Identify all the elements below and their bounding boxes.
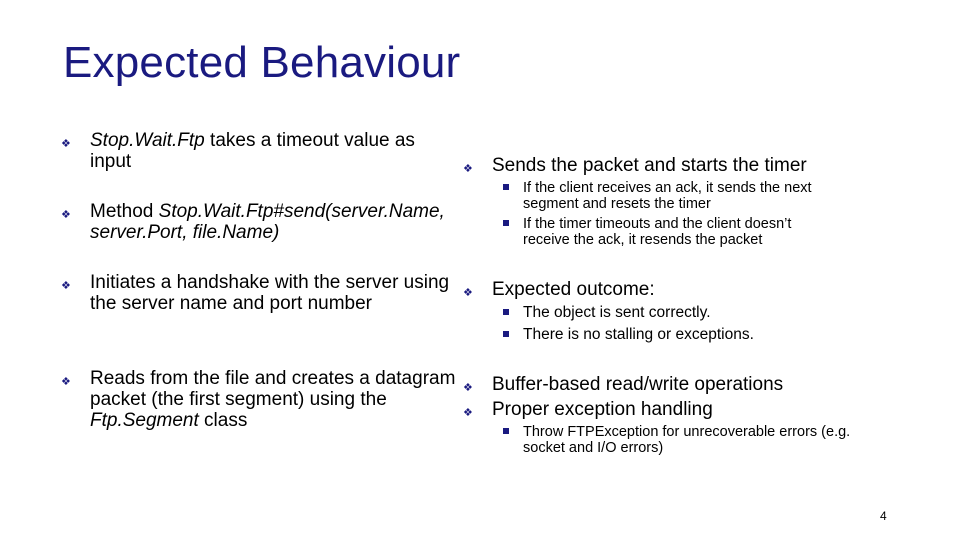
slide-title: Expected Behaviour — [63, 38, 461, 87]
bullet-method: ❖ Method Stop.Wait.Ftp#send(server.Name, server.Port, file.Name) — [61, 201, 445, 243]
sub-bullet-sent-correctly: The object is sent correctly. — [523, 305, 923, 321]
diamond-bullet-icon: ❖ — [61, 376, 71, 388]
diamond-bullet-icon: ❖ — [463, 407, 473, 419]
sub-bullet-timeout: If the timer timeouts and the client doesn’t receive the ack, it resends the packet — [523, 216, 833, 248]
bullet-buffer-io: ❖ Buffer-based read/write operations — [492, 374, 932, 395]
bullet-exception-handling: ❖ Proper exception handling — [492, 399, 932, 420]
segment-class-name: Ftp.Segment — [90, 410, 199, 431]
diamond-bullet-icon: ❖ — [61, 138, 71, 150]
square-bullet-icon — [503, 428, 509, 434]
diamond-bullet-icon: ❖ — [463, 382, 473, 394]
sub-bullet-ftp-exception: Throw FTPException for unrecoverable errors (e.g. socket and I/O errors) — [523, 424, 863, 456]
bullet-handshake: ❖ Initiates a handshake with the server using the server name and port number — [61, 272, 450, 314]
square-bullet-icon — [503, 184, 509, 190]
diamond-bullet-icon: ❖ — [463, 163, 473, 175]
diamond-bullet-icon: ❖ — [463, 287, 473, 299]
bullet-expected-outcome: ❖ Expected outcome: — [492, 279, 932, 300]
bullet-reads-file: ❖ Reads from the file and creates a datagram packet (the first segment) using the Ftp.Segment class — [61, 368, 456, 431]
square-bullet-icon — [503, 220, 509, 226]
square-bullet-icon — [503, 309, 509, 315]
diamond-bullet-icon: ❖ — [61, 280, 71, 292]
bullet-timeout: ❖ Stop.Wait.Ftp takes a timeout value as input — [61, 130, 415, 172]
diamond-bullet-icon: ❖ — [61, 209, 71, 221]
class-name: Stop.Wait.Ftp — [90, 130, 205, 151]
bullet-sends-packet: ❖ Sends the packet and starts the timer — [492, 155, 932, 176]
sub-bullet-ack: If the client receives an ack, it sends the next segment and resets the timer — [523, 180, 853, 212]
method-signature: Stop.Wait.Ftp#send(server.Name, server.Port, file.Name) — [90, 201, 445, 243]
square-bullet-icon — [503, 331, 509, 337]
sub-bullet-no-stalling: There is no stalling or exceptions. — [523, 327, 923, 343]
page-number: 4 — [880, 509, 887, 523]
